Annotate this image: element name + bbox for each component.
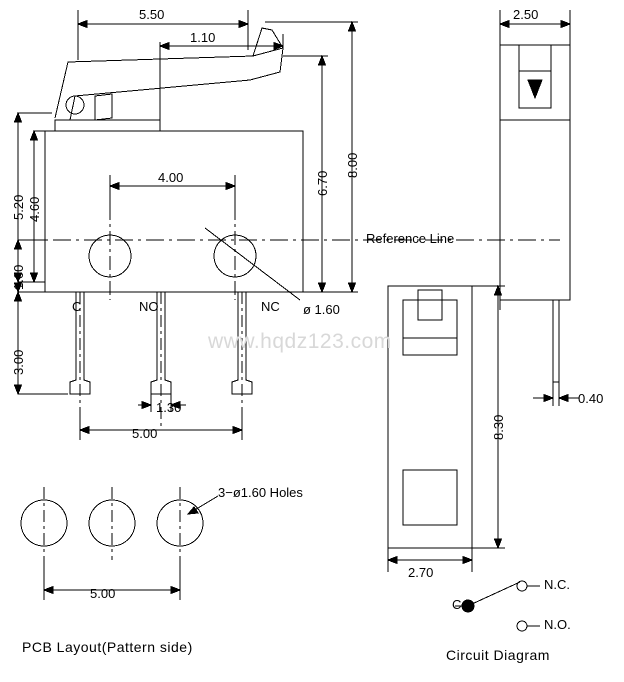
arrow-130-l <box>142 402 151 409</box>
arrow-500p-l <box>44 587 53 594</box>
hole-diameter-leader <box>205 228 300 300</box>
dim-label-5-00-front: 5.00 <box>132 426 158 441</box>
arrow-500f-r <box>233 427 242 434</box>
circuit-switch-blade <box>472 582 520 604</box>
pcb-layout-title: PCB Layout(Pattern side) <box>22 639 193 655</box>
circuit-label-c: C <box>452 597 462 612</box>
arrow-110-l <box>160 43 169 50</box>
terminal-label-no: NO <box>139 299 159 314</box>
arrow-670-b <box>319 283 326 292</box>
circuit-label-nc: N.C. <box>544 577 570 592</box>
bottom-view-slot-outer <box>403 300 457 338</box>
dim-label-1-60: 1.60 <box>11 264 26 290</box>
dim-label-1-30: 1.30 <box>156 400 182 415</box>
dim-label-5-20: 5.20 <box>11 194 26 220</box>
arrow-250-l <box>500 21 509 28</box>
dim-label-0-40: 0.40 <box>578 391 604 406</box>
arrow-250-r <box>561 21 570 28</box>
pcb-hole-note-arrow <box>188 507 198 514</box>
bottom-view-outline <box>388 286 472 548</box>
hole-diameter-label: ø 1.60 <box>303 302 340 317</box>
arrow-270-l <box>388 557 397 564</box>
dim-label-8-00: 8.00 <box>345 152 360 178</box>
arrow-830-b <box>495 539 502 548</box>
lever-pivot-circle <box>66 96 84 114</box>
bottom-view-lower-slot <box>403 470 457 525</box>
circuit-no-terminal <box>517 621 527 631</box>
arrow-040-l <box>544 395 553 402</box>
dim-label-2-70: 2.70 <box>408 565 434 580</box>
side-plunger-arrow <box>528 80 542 98</box>
arrow-270-r <box>463 557 472 564</box>
switch-body-outline <box>45 131 303 292</box>
dim-label-8-30: 8.30 <box>491 414 506 440</box>
side-terminal-stub <box>553 300 559 382</box>
arrow-550-r <box>239 21 248 28</box>
arrow-800-t <box>349 22 356 31</box>
arrow-040-r <box>559 395 568 402</box>
arrow-670-t <box>319 56 326 65</box>
arrow-160-t <box>15 240 22 249</box>
arrow-800-b <box>349 283 356 292</box>
arrow-520-t <box>15 113 22 122</box>
dim-label-3-00: 3.00 <box>11 349 26 375</box>
arrow-300-b <box>15 385 22 394</box>
dim-label-4-00: 4.00 <box>158 170 184 185</box>
circuit-diagram-title: Circuit Diagram <box>446 647 550 663</box>
arrow-400-l <box>110 183 119 190</box>
dim-label-2-50: 2.50 <box>513 7 539 22</box>
lever-arm <box>55 48 283 120</box>
lever-hinge-block <box>95 94 112 120</box>
arrow-400-r <box>226 183 235 190</box>
dim-label-1-10: 1.10 <box>190 30 216 45</box>
arrow-300-t <box>15 292 22 301</box>
terminal-label-c: C <box>72 299 82 314</box>
arrow-550-l <box>78 21 87 28</box>
pcb-hole-note: 3−ø1.60 Holes <box>218 485 303 500</box>
arrow-500p-r <box>171 587 180 594</box>
terminal-label-nc: NC <box>261 299 280 314</box>
bottom-view-inner-shoulder <box>403 338 457 355</box>
dim-label-4-60: 4.60 <box>27 196 42 222</box>
arrow-500f-l <box>80 427 89 434</box>
reference-line-label: Reference Line <box>366 231 455 246</box>
arrow-460-b <box>31 273 38 282</box>
circuit-common-terminal <box>462 600 474 612</box>
side-plunger-slot <box>519 45 551 71</box>
dim-label-6-70: 6.70 <box>315 170 330 196</box>
dim-label-5-50: 5.50 <box>139 7 165 22</box>
watermark: www.hqdz123.com <box>208 330 392 353</box>
arrow-460-t <box>31 131 38 140</box>
circuit-label-no: N.O. <box>544 617 571 632</box>
dim-label-5-00-pcb: 5.00 <box>90 586 116 601</box>
body-top-shoulder <box>45 120 160 131</box>
bottom-view-plunger <box>418 290 442 320</box>
